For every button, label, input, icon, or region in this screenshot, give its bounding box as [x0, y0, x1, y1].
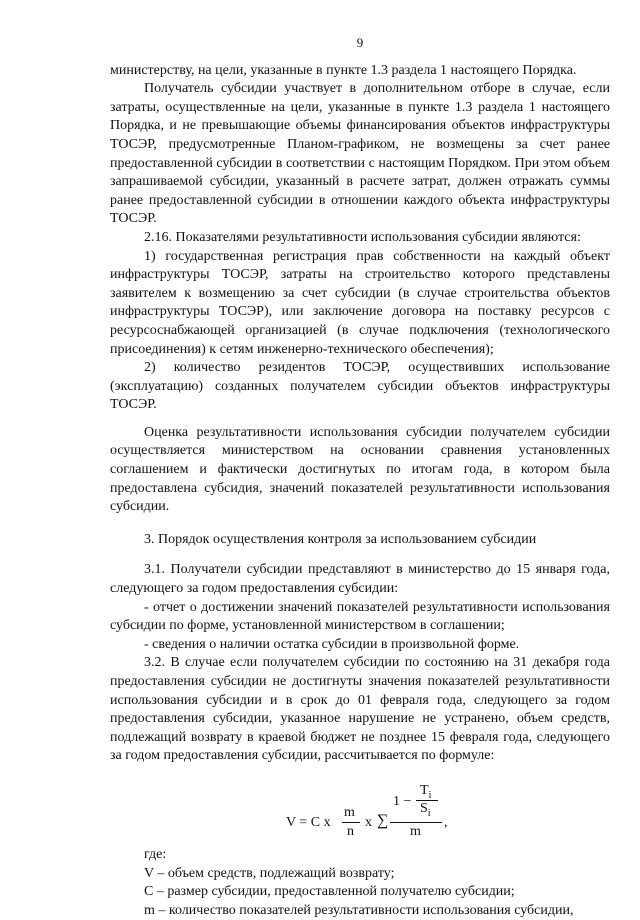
- paragraph: Оценка результативности использования субсидии получателем субсидии осуществляется министерством на основании сравнения установленных соглашением и фактически достигнутых по итогам года, в котором была предоставлена субсидия, значений показателей результативности использования субсидии.: [110, 424, 610, 515]
- definitions-intro: где:: [144, 846, 167, 862]
- formula-t: $T_i$: [420, 782, 432, 801]
- list-item: 1) государственная регистрация прав собственности на каждый объект инфраструктуры ТОСЭР, затраты на строительство которого представлены заявителем к возмещению за счет субсидии (в случае строительства объектов инфраструктуры ТОСЭР), или заключение договора на поставку ресурсов с ресурсоснабжающей организацией (в случае подключения (технологического присоединения) к сетям инженерно-технического обеспечения);: [110, 248, 610, 357]
- document-page: [110, 34, 610, 920]
- definition-item: m – количество показателей результативности использования субсидии,: [144, 902, 574, 918]
- list-item: 2) количество резидентов ТОСЭР, осуществивших использование (эксплуатацию) созданных получателем субсидии объектов инфраструктуры ТОСЭР.: [110, 360, 610, 413]
- page-number: 9: [356, 35, 364, 50]
- paragraph: министерству, на цели, указанные в пункте 1.3 раздела 1 настоящего Порядка.: [110, 62, 577, 78]
- formula-s: $S_i$: [420, 800, 431, 819]
- formula-lhs: V = C x: [286, 814, 331, 830]
- paragraph: Получатель субсидии участвует в дополнительном отборе в случае, если затраты, осуществленные на цели, указанные в пункте 1.3 раздела 1 настоящего Порядка, и не превышающие объемы финансирования объектов инфраструктуры ТОСЭР, предусмотренные Планом-графиком, не возмещены за счет ранее предоставленной субсидии в соответствии с настоящим Порядком. При этом объем запрашиваемой субсидии, указанный в расчете затрат, должен отражать суммы ранее предоставленной субсидии в отношении каждого объекта инфраструктуры ТОСЭР.: [110, 81, 610, 227]
- refund-formula: [110, 778, 610, 840]
- paragraph: 3.1. Получатели субсидии представляют в министерство до 15 января года, следующего за годом предоставления субсидии:: [110, 562, 610, 597]
- definition-item: С – размер субсидии, предоставленной получателю субсидии;: [144, 884, 515, 900]
- paragraph: 2.16. Показателями результативности использования субсидии являются:: [144, 229, 581, 245]
- sigma-symbol: ∑: [377, 811, 389, 829]
- formula-m-denominator: m: [410, 823, 421, 839]
- formula-x: x: [365, 814, 372, 830]
- formula-comma: ,: [444, 814, 448, 830]
- section-heading: 3. Порядок осуществления контроля за использованием субсидии: [144, 531, 537, 547]
- formula-one-minus: 1 −: [393, 793, 412, 809]
- formula-n: n: [347, 823, 354, 839]
- paragraph: 3.2. В случае если получателем субсидии по состоянию на 31 декабря года предоставления субсидии не достигнуты значения показателей результативности использования субсидии и в срок до 01 февраля года, следующего за годом предоставления субсидии, указанное нарушение не устранено, объем средств, подлежащий возврату в краевой бюджет не позднее 15 февраля года, следующего за годом предоставления субсидии, рассчитывается по формуле:: [110, 655, 610, 764]
- formula-m: m: [344, 804, 355, 820]
- list-item: - сведения о наличии остатка субсидии в произвольной форме.: [144, 636, 520, 652]
- list-item: - отчет о достижении значений показателей результативности использования субсидии по форме, установленной министерством в соглашении;: [110, 599, 610, 634]
- definition-item: V – объем средств, подлежащий возврату;: [144, 865, 395, 881]
